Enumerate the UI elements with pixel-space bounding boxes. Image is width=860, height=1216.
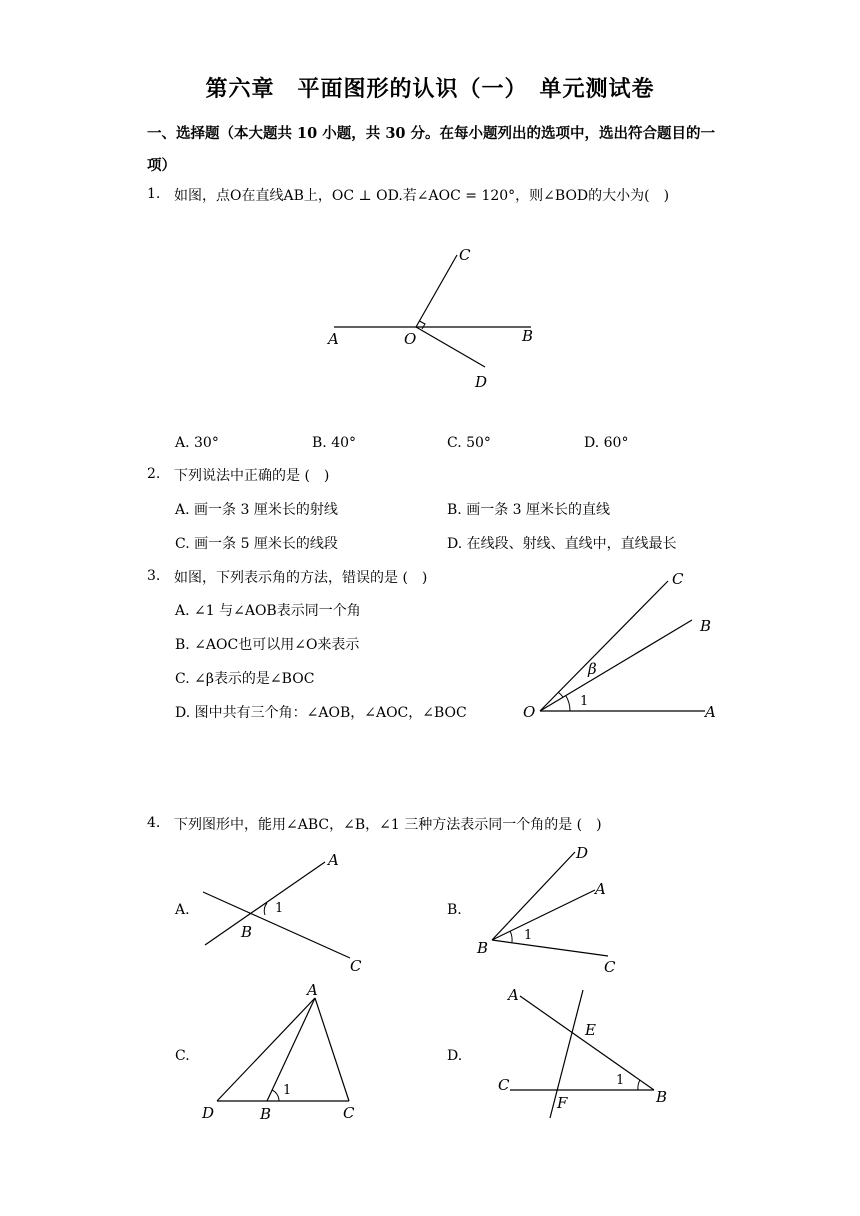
question-2-number: 2. <box>147 466 161 482</box>
q4-option-b: B. <box>447 902 462 918</box>
fig4d-label-b: B <box>656 1088 668 1106</box>
fig4d-label-1: 1 <box>616 1073 625 1088</box>
q1-option-c: C. 50° <box>447 435 491 451</box>
fig4c-label-d: D <box>202 1104 215 1122</box>
fig4d-label-c: C <box>498 1076 510 1094</box>
q2-option-a: A. 画一条 3 厘米长的射线 <box>175 502 338 518</box>
fig4d-label-a: A <box>508 986 519 1004</box>
fig3-label-a: A <box>705 703 716 721</box>
question-2-text: 下列说法中正确的是 ( ) <box>174 468 330 484</box>
section-heading: 一、选择题（本大题共 10 小题，共 30 分。在每小题列出的选项中，选出符合题目的一项） <box>147 125 716 174</box>
fig4a-label-1: 1 <box>275 901 284 916</box>
fig1-label-b: B <box>522 327 534 345</box>
q2-option-b: B. 画一条 3 厘米长的直线 <box>447 502 610 518</box>
question-4c-figure <box>195 980 375 1130</box>
fig4a-label-a: A <box>328 851 339 869</box>
fig4b-label-b: B <box>477 939 489 957</box>
fig4c-label-b: B <box>260 1105 272 1123</box>
question-3-figure <box>515 565 735 725</box>
fig3-label-beta: β <box>588 660 597 678</box>
q2-option-d: D. 在线段、射线、直线中，直线最长 <box>447 536 677 552</box>
q3-option-c: C. ∠β表示的是∠BOC <box>175 671 315 687</box>
fig3-label-1: 1 <box>580 694 589 709</box>
question-4-text: 下列图形中，能用∠ABC，∠B，∠1 三种方法表示同一个角的是 ( ) <box>174 817 602 833</box>
fig4b-label-d: D <box>576 844 589 862</box>
fig1-label-c: C <box>459 246 471 264</box>
fig3-label-o: O <box>523 703 536 721</box>
q3-option-b: B. ∠AOC也可以用∠O来表示 <box>175 637 360 653</box>
fig1-label-o: O <box>404 330 417 348</box>
question-1-figure <box>320 240 550 395</box>
q4-option-d: D. <box>447 1048 463 1064</box>
fig3-label-c: C <box>672 570 684 588</box>
q1-option-b: B. 40° <box>312 435 357 451</box>
q1-option-a: A. 30° <box>175 435 219 451</box>
fig3-label-b: B <box>700 617 712 635</box>
question-4d-figure <box>490 980 680 1125</box>
fig1-label-d: D <box>475 373 488 391</box>
fig4b-label-a: A <box>595 880 606 898</box>
fig4d-label-e: E <box>585 1021 596 1039</box>
question-4b-figure <box>470 840 640 980</box>
fig4c-label-1: 1 <box>283 1083 292 1098</box>
fig4a-label-c: C <box>350 957 362 975</box>
q2-option-c: C. 画一条 5 厘米长的线段 <box>175 536 338 552</box>
fig4c-label-a: A <box>307 981 318 999</box>
question-1-text: 如图，点O在直线AB上，OC ⊥ OD.若∠AOC = 120°，则∠BOD的大小为( ) <box>174 188 670 204</box>
q3-option-a: A. ∠1 与∠AOB表示同一个角 <box>175 603 361 619</box>
fig4b-label-c: C <box>604 958 616 976</box>
fig4b-label-1: 1 <box>524 928 533 943</box>
question-4-number: 4. <box>147 815 161 831</box>
fig4c-label-c: C <box>343 1104 355 1122</box>
q4-option-a: A. <box>175 902 190 918</box>
fig4a-label-b: B <box>241 923 253 941</box>
fig4d-label-f: F <box>557 1094 568 1112</box>
fig1-label-a: A <box>328 330 339 348</box>
q3-option-d: D. 图中共有三个角：∠AOB，∠AOC，∠BOC <box>175 705 467 721</box>
question-3-number: 3. <box>147 568 161 584</box>
page-title: 第六章 平面图形的认识（一） 单元测试卷 <box>205 76 655 102</box>
q4-option-c: C. <box>175 1048 190 1064</box>
question-4a-figure <box>195 845 375 975</box>
question-3-text: 如图，下列表示角的方法，错误的是 ( ) <box>174 570 428 586</box>
q1-option-d: D. 60° <box>584 435 629 451</box>
question-1-number: 1. <box>147 186 161 202</box>
